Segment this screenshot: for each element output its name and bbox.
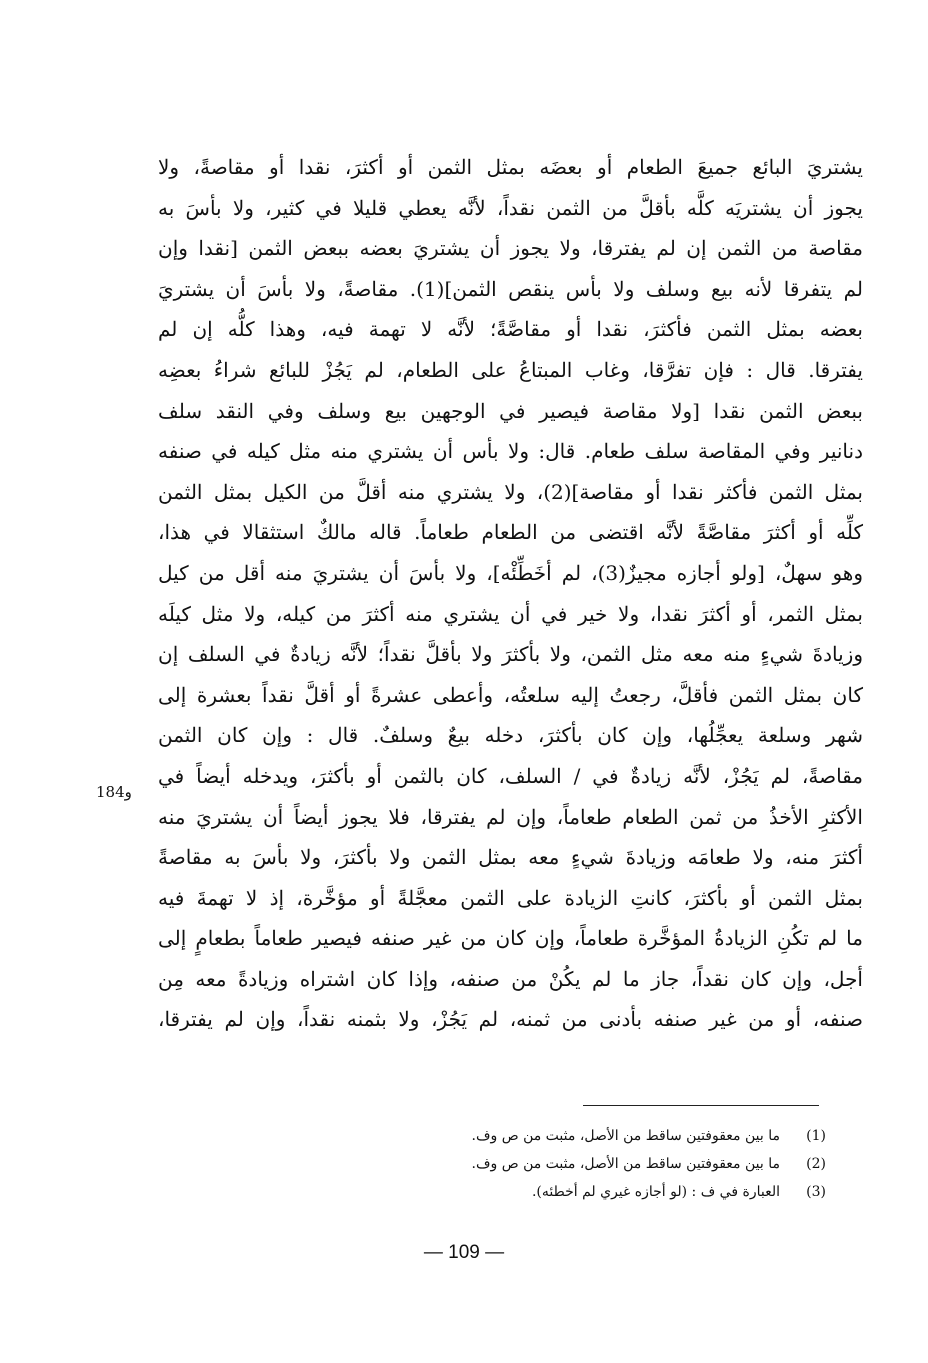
footnote-text: العبارة في ف : (لو أجازه غيري لم أخطئه). bbox=[531, 1184, 780, 1200]
footnote bbox=[380, 1178, 826, 1206]
text-line: ما لم تكُنِ الزيادةُ المؤخَّرة طعاماً، وإن كان من غير صنفه فيصير طعاماً بطعامٍ إلى bbox=[158, 926, 863, 951]
text-line: مقاصة من الثمن إن لم يفترقا، ولا يجوز أن يشتريَ بعضه ببعض الثمن [نقدا وإن bbox=[158, 236, 863, 261]
text-line: يشتريَ البائع جميعَ الطعام أو بعضَه بمثل الثمن أو أكثرَ، نقدا أو مقاصةً، ولا bbox=[158, 155, 863, 179]
text-line: بمثل الثمن فأكثر نقدا أو مقاصة](2)، ولا يشتري منه أقلَّ من الكيل بمثل الثمن bbox=[158, 479, 863, 504]
text-line: بمثل الثمن أو بأكثرَ، كانتِ الزيادة على الثمن معجَّلةً أو مؤخَّرة، إذ لا تهمةَ فيه bbox=[158, 885, 863, 910]
footnote bbox=[380, 1122, 826, 1150]
text-line: بعضه بمثل الثمن فأكثرَ، نقدا أو مقاصَّةً؛ لأنَّه لا تهمة فيه، وهذا كلُّه إن لم bbox=[158, 317, 863, 342]
text-line: صنفه، أو من غير صنفه بأدنى من ثمنه، لم يَجُزْ، ولا بثمنه نقداً، وإن لم يفترقا، bbox=[158, 1007, 863, 1032]
text-line: وهو سهلٌ، [ولو أجازه مجيزٌ(3)، لم أخَطِّئْه]، ولا بأسَ أن يشتريَ منه أقل من كيل bbox=[158, 560, 864, 585]
text-line: شهر وسلعة يعجِّلُها، وإن كان بأكثرَ، دخله بيعٌ وسلفٌ. قال : وإن كان الثمن bbox=[158, 723, 863, 748]
text-line: دنانير وفي المقاصة سلف طعام. قال: ولا بأس أن يشتري منه مثل كيله في صنفه bbox=[158, 439, 863, 464]
main-text-block bbox=[158, 147, 863, 1040]
footnotes bbox=[380, 1122, 826, 1206]
footnote-number: (1) bbox=[806, 1128, 826, 1144]
text-line: كان بمثل الثمن فأقلَّ، رجعتُ إليه سلعتُه، وأعطى عشرةً أو أقلَّ نقداً بعشرة إلى bbox=[158, 682, 863, 707]
text-line: ببعض الثمن نقدا [ولا مقاصة فيصير في الوجهين بيع وسلف وفي النقد سلف bbox=[158, 398, 863, 423]
folio-margin-note: 184و bbox=[96, 783, 132, 801]
text-line: مقاصةً، لم يَجُزْ، لأنَّه زيادةٌ في / السلف، كان بالثمن أو بأكثرَ، ويدخله أيضاً في bbox=[158, 763, 863, 788]
footnote-text: ما بين معقوفتين ساقط من الأصل، مثبت من ص وف. bbox=[471, 1128, 780, 1144]
footnote-text: ما بين معقوفتين ساقط من الأصل، مثبت من ص وف. bbox=[471, 1156, 780, 1172]
footnote-divider bbox=[583, 1105, 819, 1106]
text-line: وزيادةَ شيءٍ منه معه مثل الثمن، ولا بأكثرَ ولا بأقلَّ نقداً؛ لأنَّه زيادةٌ في السلف إن bbox=[158, 642, 863, 667]
text-line: أجل، وإن كان نقداً، جاز ما لم يكُنْ من صنفه، وإذا كان اشتراه وزيادةً معه مِن bbox=[158, 966, 863, 991]
text-line: لم يتفرقا لأنه بيع وسلف ولا بأس ينقص الثمن](1). مقاصةً، ولا بأسَ أن يشتريَ bbox=[158, 276, 863, 301]
text-line: كلِّه أو أكثرَ مقاصَّةً لأنَّه اقتضى من الطعام طعاماً. قاله مالكٌ استثقالا في هذا، bbox=[158, 520, 863, 545]
footnote-number: (2) bbox=[806, 1156, 826, 1172]
text-line: بمثل الثمر، أو أكثرَ نقدا، ولا خير في أن يشتري منه أكثرَ من كيله، ولا مثل كيلَه bbox=[158, 601, 863, 626]
footnote bbox=[380, 1150, 826, 1178]
text-line: يجوز أن يشتريَه كلَّه بأقلَّ من الثمن نقداً، لأنَّه يعطي قليلا في كثير، ولا بأسَ به bbox=[158, 195, 863, 220]
footnote-number: (3) bbox=[806, 1184, 826, 1200]
text-line: أكثرَ منه، ولا طعامَه وزيادةَ شيءٍ معه بمثل الثمن ولا بأكثرَ، ولا بأسَ به مقاصةً bbox=[158, 845, 863, 870]
page-number: — 109 — bbox=[423, 1242, 505, 1263]
text-line: يفترقا. قال : فإن تفرَّقا، وغاب المبتاعُ على الطعام، لم يَجُزْ للبائع شراءُ بعضِه bbox=[158, 357, 863, 382]
text-line: الأكثرِ الأخذُ من ثمن الطعام طعاماً، وإن لم يفترقا، فلا يجوز أيضاً أن يشتريَ منه bbox=[158, 804, 863, 829]
